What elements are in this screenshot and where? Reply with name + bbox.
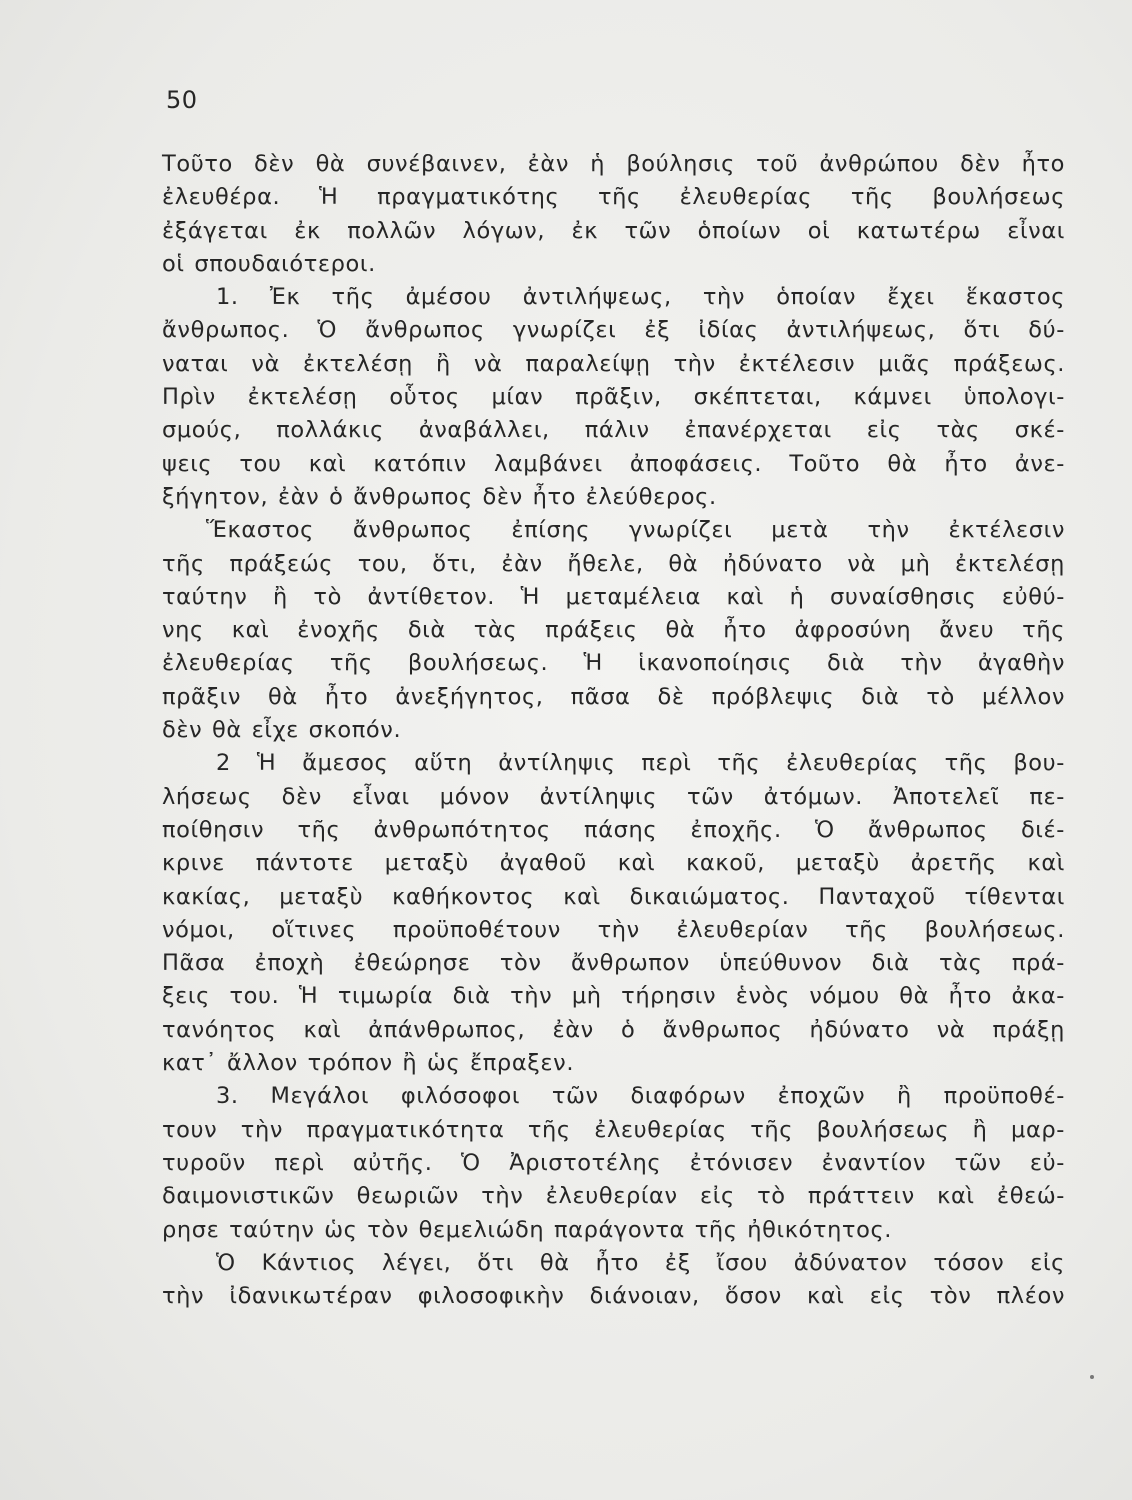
text-line: ἐξάγεται ἐκ πολλῶν λόγων, ἐκ τῶν ὁποίων οἱ κατωτέρω εἶναι xyxy=(162,217,1065,244)
text-line: τὴν ἰδανικωτέραν φιλοσοφικὴν διάνοιαν, ὅσον καὶ εἰς τὸν πλέον xyxy=(162,1283,1065,1310)
text-line: κρινε πάντοτε μεταξὺ ἀγαθοῦ καὶ κακοῦ, μεταξὺ ἀρετῆς καὶ xyxy=(162,850,1065,877)
text-line: νόμοι, οἵτινες προϋποθέτουν τὴν ἐλευθερίαν τῆς βουλήσεως. xyxy=(162,916,1065,943)
body-text xyxy=(162,148,1065,1313)
text-line: ρησε ταύτην ὡς τὸν θεμελιώδη παράγοντα τῆς ἠθικότητος. xyxy=(162,1216,893,1243)
text-line: 2 Ἡ ἄμεσος αὕτη ἀντίληψις περὶ τῆς ἐλευθερίας τῆς βου- xyxy=(216,750,1065,777)
text-line: ποίθησιν τῆς ἀνθρωπότητος πάσης ἐποχῆς. Ὁ ἄνθρωπος διέ- xyxy=(162,816,1065,843)
text-line: ἐλευθέρα. Ἡ πραγματικότης τῆς ἐλευθερίας τῆς βουλήσεως xyxy=(162,184,1065,211)
text-line: νης καὶ ἐνοχῆς διὰ τὰς πράξεις θὰ ἦτο ἀφροσύνη ἄνευ τῆς xyxy=(162,617,1065,644)
text-line: τανόητος καὶ ἀπάνθρωπος, ἐὰν ὁ ἄνθρωπος ἠδύνατο νὰ πράξῃ xyxy=(162,1016,1065,1043)
text-line: 3. Μεγάλοι φιλόσοφοι τῶν διαφόρων ἐποχῶν ἢ προϋποθέ- xyxy=(216,1083,1065,1110)
text-line: ξήγητον, ἐὰν ὁ ἄνθρωπος δὲν ἦτο ἐλεύθερος. xyxy=(162,483,717,510)
text-line: ἐλευθερίας τῆς βουλήσεως. Ἡ ἱκανοποίησις διὰ τὴν ἀγαθὴν xyxy=(162,650,1065,677)
text-line: κακίας, μεταξὺ καθήκοντος καὶ δικαιώματος. Πανταχοῦ τίθενται xyxy=(162,883,1065,910)
text-line: οἱ σπουδαιότεροι. xyxy=(162,250,376,277)
text-line: ψεις του καὶ κατόπιν λαμβάνει ἀποφάσεις. Τοῦτο θὰ ἦτο ἀνε- xyxy=(162,450,1065,477)
text-line: Πᾶσα ἐποχὴ ἐθεώρησε τὸν ἄνθρωπον ὑπεύθυνον διὰ τὰς πρά- xyxy=(162,950,1065,977)
text-line: 1. Ἐκ τῆς ἀμέσου ἀντιλήψεως, τὴν ὁποίαν ἔχει ἕκαστος xyxy=(216,284,1065,311)
text-line: ξεις του. Ἡ τιμωρία διὰ τὴν μὴ τήρησιν ἑνὸς νόμου θὰ ἦτο ἀκα- xyxy=(162,983,1065,1010)
text-line: δὲν θὰ εἶχε σκοπόν. xyxy=(162,717,402,744)
text-line: ταύτην ἢ τὸ ἀντίθετον. Ἡ μεταμέλεια καὶ ἡ συναίσθησις εὐθύ- xyxy=(162,583,1065,610)
text-line: κατ᾽ ἄλλον τρόπον ἢ ὡς ἔπραξεν. xyxy=(162,1050,575,1077)
text-line: δαιμονιστικῶν θεωριῶν τὴν ἐλευθερίαν εἰς τὸ πράττειν καὶ ἐθεώ- xyxy=(162,1183,1065,1210)
text-line: Τοῦτο δὲν θὰ συνέβαινεν, ἐὰν ἡ βούλησις τοῦ ἀνθρώπου δὲν ἦτο xyxy=(162,151,1065,177)
text-line: Πρὶν ἐκτελέσῃ οὗτος μίαν πρᾶξιν, σκέπτεται, κάμνει ὑπολογι- xyxy=(162,384,1065,411)
text-line: σμούς, πολλάκις ἀναβάλλει, πάλιν ἐπανέρχεται εἰς τὰς σκέ- xyxy=(162,417,1065,444)
text-line: λήσεως δὲν εἶναι μόνον ἀντίληψις τῶν ἀτόμων. Ἀποτελεῖ πε- xyxy=(162,783,1065,810)
text-line: πρᾶξιν θὰ ἦτο ἀνεξήγητος, πᾶσα δὲ πρόβλεψις διὰ τὸ μέλλον xyxy=(162,683,1065,710)
text-line: τυροῦν περὶ αὐτῆς. Ὁ Ἀριστοτέλης ἐτόνισεν ἐναντίον τῶν εὐ- xyxy=(162,1149,1065,1176)
text-line: ἄνθρωπος. Ὁ ἄνθρωπος γνωρίζει ἐξ ἰδίας ἀντιλήψεως, ὅτι δύ- xyxy=(162,317,1065,344)
text-line: Ἕκαστος ἄνθρωπος ἐπίσης γνωρίζει μετὰ τὴν ἐκτέλεσιν xyxy=(206,517,1065,544)
text-line: ναται νὰ ἐκτελέσῃ ἢ νὰ παραλείψῃ τὴν ἐκτέλεσιν μιᾶς πράξεως. xyxy=(162,350,1065,377)
text-line: Ὁ Κάντιος λέγει, ὅτι θὰ ἦτο ἐξ ἴσου ἀδύνατον τόσον εἰς xyxy=(216,1249,1065,1276)
text-line: τῆς πράξεώς του, ὅτι, ἐὰν ἤθελε, θὰ ἠδύνατο νὰ μὴ ἐκτελέσῃ xyxy=(162,550,1065,577)
paper-speck xyxy=(1090,1375,1094,1379)
page-number: 50 xyxy=(166,86,198,114)
text-line: τουν τὴν πραγματικότητα τῆς ἐλευθερίας τῆς βουλήσεως ἢ μαρ- xyxy=(162,1116,1065,1143)
